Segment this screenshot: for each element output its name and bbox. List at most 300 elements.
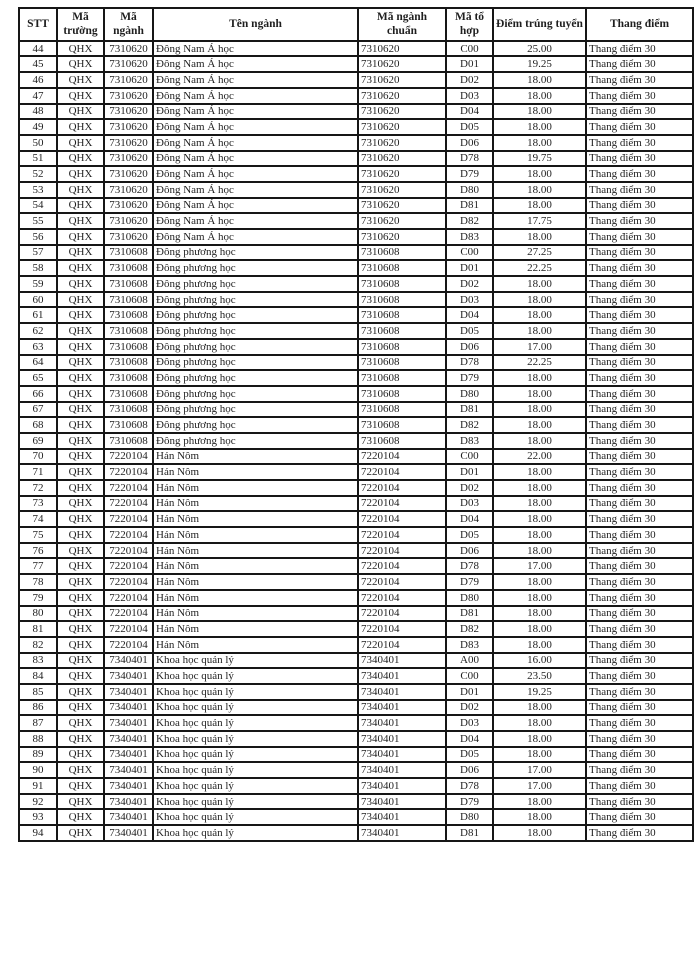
cell-thang-diem: Thang điểm 30: [586, 56, 693, 72]
cell-ma-nganh-chuan: 7220104: [358, 449, 446, 465]
cell-diem-trung-tuyen: 18.00: [493, 433, 586, 449]
cell-ma-to-hop: D04: [446, 511, 493, 527]
table-row: [19, 621, 693, 637]
cell-ma-truong: QHX: [57, 715, 104, 731]
cell-ma-nganh: 7310608: [104, 370, 153, 386]
cell-diem-trung-tuyen: 18.00: [493, 543, 586, 559]
cell-ma-truong: QHX: [57, 229, 104, 245]
cell-ma-nganh-chuan: 7310620: [358, 104, 446, 120]
cell-ma-nganh-chuan: 7310608: [358, 433, 446, 449]
cell-ma-nganh: 7340401: [104, 762, 153, 778]
cell-ma-nganh: 7310620: [104, 151, 153, 167]
cell-ma-truong: QHX: [57, 527, 104, 543]
cell-stt: 80: [19, 606, 57, 622]
cell-ma-nganh-chuan: 7310608: [358, 355, 446, 371]
cell-ma-truong: QHX: [57, 182, 104, 198]
cell-thang-diem: Thang điểm 30: [586, 496, 693, 512]
cell-ma-nganh: 7310608: [104, 260, 153, 276]
cell-ma-truong: QHX: [57, 56, 104, 72]
cell-ma-nganh-chuan: 7310620: [358, 198, 446, 214]
cell-diem-trung-tuyen: 18.00: [493, 590, 586, 606]
cell-ma-nganh: 7310620: [104, 88, 153, 104]
cell-ma-nganh-chuan: 7220104: [358, 480, 446, 496]
cell-ma-nganh: 7310608: [104, 276, 153, 292]
cell-ma-nganh: 7220104: [104, 449, 153, 465]
table-row: [19, 229, 693, 245]
table-row: [19, 307, 693, 323]
cell-diem-trung-tuyen: 18.00: [493, 809, 586, 825]
cell-stt: 57: [19, 245, 57, 261]
cell-thang-diem: Thang điểm 30: [586, 292, 693, 308]
cell-ma-nganh: 7220104: [104, 637, 153, 653]
cell-ma-nganh-chuan: 7220104: [358, 511, 446, 527]
cell-ma-to-hop: D82: [446, 417, 493, 433]
cell-ma-nganh: 7220104: [104, 464, 153, 480]
cell-diem-trung-tuyen: 16.00: [493, 653, 586, 669]
cell-thang-diem: Thang điểm 30: [586, 449, 693, 465]
cell-ma-nganh-chuan: 7310608: [358, 402, 446, 418]
table-row: [19, 402, 693, 418]
cell-ma-nganh-chuan: 7310620: [358, 119, 446, 135]
cell-diem-trung-tuyen: 18.00: [493, 527, 586, 543]
table-row: [19, 41, 693, 57]
table-row: [19, 700, 693, 716]
cell-ten-nganh: Đông phương học: [153, 370, 358, 386]
cell-ma-to-hop: D83: [446, 637, 493, 653]
cell-ma-nganh-chuan: 7340401: [358, 731, 446, 747]
cell-stt: 60: [19, 292, 57, 308]
cell-ma-to-hop: D02: [446, 700, 493, 716]
cell-ma-nganh-chuan: 7340401: [358, 747, 446, 763]
cell-ma-to-hop: D83: [446, 229, 493, 245]
cell-ma-nganh: 7310608: [104, 386, 153, 402]
cell-stt: 84: [19, 668, 57, 684]
cell-stt: 90: [19, 762, 57, 778]
cell-ten-nganh: Đông phương học: [153, 323, 358, 339]
cell-stt: 63: [19, 339, 57, 355]
cell-stt: 71: [19, 464, 57, 480]
table-row: [19, 684, 693, 700]
cell-stt: 89: [19, 747, 57, 763]
cell-ten-nganh: Khoa học quản lý: [153, 668, 358, 684]
cell-ma-truong: QHX: [57, 417, 104, 433]
table-row: [19, 370, 693, 386]
cell-stt: 94: [19, 825, 57, 841]
cell-thang-diem: Thang điểm 30: [586, 464, 693, 480]
cell-diem-trung-tuyen: 18.00: [493, 292, 586, 308]
cell-ma-to-hop: D05: [446, 323, 493, 339]
cell-stt: 46: [19, 72, 57, 88]
cell-ma-to-hop: D81: [446, 825, 493, 841]
cell-stt: 82: [19, 637, 57, 653]
cell-ma-to-hop: D06: [446, 135, 493, 151]
cell-thang-diem: Thang điểm 30: [586, 606, 693, 622]
cell-ma-nganh-chuan: 7220104: [358, 590, 446, 606]
cell-diem-trung-tuyen: 17.00: [493, 778, 586, 794]
cell-ma-to-hop: D80: [446, 182, 493, 198]
cell-ten-nganh: Đông phương học: [153, 386, 358, 402]
cell-ma-nganh: 7310620: [104, 182, 153, 198]
cell-thang-diem: Thang điểm 30: [586, 543, 693, 559]
cell-diem-trung-tuyen: 18.00: [493, 166, 586, 182]
cell-ten-nganh: Khoa học quản lý: [153, 684, 358, 700]
cell-ma-truong: QHX: [57, 276, 104, 292]
cell-thang-diem: Thang điểm 30: [586, 417, 693, 433]
cell-ma-to-hop: D06: [446, 762, 493, 778]
cell-stt: 53: [19, 182, 57, 198]
cell-thang-diem: Thang điểm 30: [586, 370, 693, 386]
cell-diem-trung-tuyen: 19.75: [493, 151, 586, 167]
cell-thang-diem: Thang điểm 30: [586, 339, 693, 355]
cell-ma-nganh: 7310608: [104, 355, 153, 371]
cell-thang-diem: Thang điểm 30: [586, 386, 693, 402]
cell-ma-nganh-chuan: 7220104: [358, 574, 446, 590]
cell-ma-truong: QHX: [57, 198, 104, 214]
cell-ma-to-hop: D82: [446, 213, 493, 229]
cell-ma-nganh-chuan: 7310620: [358, 41, 446, 57]
cell-ten-nganh: Hán Nôm: [153, 464, 358, 480]
cell-ma-nganh: 7340401: [104, 715, 153, 731]
cell-thang-diem: Thang điểm 30: [586, 511, 693, 527]
cell-ma-truong: QHX: [57, 370, 104, 386]
cell-ma-nganh-chuan: 7310608: [358, 339, 446, 355]
cell-ma-truong: QHX: [57, 72, 104, 88]
cell-ma-nganh-chuan: 7310620: [358, 213, 446, 229]
table-row: [19, 72, 693, 88]
cell-ma-truong: QHX: [57, 700, 104, 716]
cell-thang-diem: Thang điểm 30: [586, 715, 693, 731]
cell-ten-nganh: Đông Nam Á học: [153, 88, 358, 104]
cell-ten-nganh: Đông Nam Á học: [153, 182, 358, 198]
cell-ma-truong: QHX: [57, 590, 104, 606]
table-row: [19, 747, 693, 763]
cell-thang-diem: Thang điểm 30: [586, 213, 693, 229]
cell-diem-trung-tuyen: 18.00: [493, 464, 586, 480]
table-row: [19, 198, 693, 214]
cell-ma-truong: QHX: [57, 464, 104, 480]
cell-ma-nganh-chuan: 7340401: [358, 668, 446, 684]
cell-diem-trung-tuyen: 18.00: [493, 715, 586, 731]
cell-ten-nganh: Đông Nam Á học: [153, 119, 358, 135]
cell-thang-diem: Thang điểm 30: [586, 794, 693, 810]
cell-ma-truong: QHX: [57, 825, 104, 841]
column-header-ma-to-hop: Mã tổ hợp: [446, 8, 493, 41]
cell-ten-nganh: Khoa học quản lý: [153, 715, 358, 731]
cell-ma-nganh-chuan: 7220104: [358, 621, 446, 637]
cell-stt: 67: [19, 402, 57, 418]
cell-ma-truong: QHX: [57, 809, 104, 825]
cell-ma-to-hop: D01: [446, 260, 493, 276]
cell-ma-truong: QHX: [57, 386, 104, 402]
cell-ma-to-hop: D81: [446, 402, 493, 418]
cell-thang-diem: Thang điểm 30: [586, 323, 693, 339]
cell-thang-diem: Thang điểm 30: [586, 433, 693, 449]
table-row: [19, 88, 693, 104]
cell-thang-diem: Thang điểm 30: [586, 778, 693, 794]
cell-ma-to-hop: D79: [446, 574, 493, 590]
cell-ten-nganh: Đông phương học: [153, 245, 358, 261]
cell-ma-truong: QHX: [57, 496, 104, 512]
cell-ma-nganh: 7310620: [104, 135, 153, 151]
cell-ten-nganh: Hán Nôm: [153, 480, 358, 496]
cell-thang-diem: Thang điểm 30: [586, 747, 693, 763]
cell-ma-nganh-chuan: 7340401: [358, 653, 446, 669]
table-row: [19, 574, 693, 590]
cell-ma-nganh-chuan: 7340401: [358, 809, 446, 825]
cell-stt: 75: [19, 527, 57, 543]
cell-ma-nganh: 7310620: [104, 229, 153, 245]
cell-ma-to-hop: D80: [446, 809, 493, 825]
cell-diem-trung-tuyen: 18.00: [493, 72, 586, 88]
cell-ma-truong: QHX: [57, 574, 104, 590]
cell-ma-nganh: 7220104: [104, 511, 153, 527]
cell-ma-truong: QHX: [57, 511, 104, 527]
cell-ma-nganh-chuan: 7220104: [358, 527, 446, 543]
cell-ma-truong: QHX: [57, 543, 104, 559]
cell-ma-truong: QHX: [57, 621, 104, 637]
cell-ma-to-hop: D05: [446, 119, 493, 135]
cell-ma-nganh: 7340401: [104, 809, 153, 825]
cell-ma-nganh-chuan: 7310608: [358, 245, 446, 261]
cell-diem-trung-tuyen: 18.00: [493, 700, 586, 716]
column-header-ma-nganh-chuan: Mã ngành chuẩn: [358, 8, 446, 41]
cell-ma-truong: QHX: [57, 135, 104, 151]
cell-ma-truong: QHX: [57, 794, 104, 810]
cell-ma-nganh: 7310608: [104, 402, 153, 418]
cell-ma-truong: QHX: [57, 731, 104, 747]
cell-thang-diem: Thang điểm 30: [586, 104, 693, 120]
cell-ma-truong: QHX: [57, 119, 104, 135]
cell-ten-nganh: Hán Nôm: [153, 527, 358, 543]
cell-ma-nganh-chuan: 7220104: [358, 464, 446, 480]
cell-thang-diem: Thang điểm 30: [586, 72, 693, 88]
cell-stt: 69: [19, 433, 57, 449]
table-row: [19, 496, 693, 512]
cell-ma-to-hop: D78: [446, 778, 493, 794]
cell-ma-nganh-chuan: 7310608: [358, 292, 446, 308]
cell-ma-truong: QHX: [57, 433, 104, 449]
cell-ten-nganh: Hán Nôm: [153, 558, 358, 574]
cell-ma-truong: QHX: [57, 151, 104, 167]
cell-diem-trung-tuyen: 17.00: [493, 558, 586, 574]
cell-ma-nganh-chuan: 7310608: [358, 417, 446, 433]
cell-thang-diem: Thang điểm 30: [586, 527, 693, 543]
cell-ma-truong: QHX: [57, 606, 104, 622]
table-row: [19, 558, 693, 574]
cell-ma-nganh: 7310620: [104, 119, 153, 135]
cell-ten-nganh: Hán Nôm: [153, 543, 358, 559]
cell-ma-truong: QHX: [57, 245, 104, 261]
cell-ma-to-hop: D02: [446, 72, 493, 88]
cell-diem-trung-tuyen: 19.25: [493, 56, 586, 72]
cell-diem-trung-tuyen: 18.00: [493, 496, 586, 512]
cell-thang-diem: Thang điểm 30: [586, 558, 693, 574]
cell-stt: 92: [19, 794, 57, 810]
cell-ma-nganh: 7340401: [104, 825, 153, 841]
cell-diem-trung-tuyen: 22.00: [493, 449, 586, 465]
cell-ma-nganh: 7310620: [104, 104, 153, 120]
cell-ma-nganh: 7310620: [104, 56, 153, 72]
table-row: [19, 464, 693, 480]
cell-diem-trung-tuyen: 18.00: [493, 323, 586, 339]
cell-ten-nganh: Hán Nôm: [153, 449, 358, 465]
cell-ma-to-hop: D03: [446, 715, 493, 731]
cell-stt: 77: [19, 558, 57, 574]
cell-ma-nganh: 7220104: [104, 480, 153, 496]
cell-ma-nganh: 7220104: [104, 496, 153, 512]
cell-ma-to-hop: D03: [446, 496, 493, 512]
cell-ma-nganh: 7340401: [104, 668, 153, 684]
cell-ma-truong: QHX: [57, 480, 104, 496]
cell-ma-nganh-chuan: 7310608: [358, 276, 446, 292]
cell-ma-nganh-chuan: 7310620: [358, 182, 446, 198]
cell-diem-trung-tuyen: 18.00: [493, 637, 586, 653]
cell-ma-nganh: 7310620: [104, 198, 153, 214]
cell-stt: 55: [19, 213, 57, 229]
cell-thang-diem: Thang điểm 30: [586, 166, 693, 182]
cell-ma-nganh: 7220104: [104, 621, 153, 637]
table-row: [19, 653, 693, 669]
cell-ma-nganh-chuan: 7340401: [358, 700, 446, 716]
cell-stt: 72: [19, 480, 57, 496]
cell-ma-nganh-chuan: 7310608: [358, 386, 446, 402]
table-row: [19, 182, 693, 198]
cell-ten-nganh: Khoa học quản lý: [153, 794, 358, 810]
cell-ten-nganh: Khoa học quản lý: [153, 700, 358, 716]
table-row: [19, 417, 693, 433]
cell-thang-diem: Thang điểm 30: [586, 637, 693, 653]
cell-diem-trung-tuyen: 18.00: [493, 135, 586, 151]
table-row: [19, 135, 693, 151]
column-header-thang-diem: Thang điểm: [586, 8, 693, 41]
cell-ma-nganh-chuan: 7310620: [358, 56, 446, 72]
cell-ma-nganh: 7340401: [104, 794, 153, 810]
cell-ma-to-hop: D81: [446, 198, 493, 214]
table-row: [19, 339, 693, 355]
cell-ten-nganh: Đông phương học: [153, 433, 358, 449]
cell-ma-nganh-chuan: 7220104: [358, 606, 446, 622]
table-row: [19, 762, 693, 778]
cell-ma-truong: QHX: [57, 637, 104, 653]
cell-thang-diem: Thang điểm 30: [586, 653, 693, 669]
cell-ma-truong: QHX: [57, 747, 104, 763]
table-row: [19, 119, 693, 135]
cell-ma-nganh-chuan: 7310620: [358, 72, 446, 88]
table-row: [19, 213, 693, 229]
cell-stt: 61: [19, 307, 57, 323]
cell-thang-diem: Thang điểm 30: [586, 668, 693, 684]
cell-diem-trung-tuyen: 18.00: [493, 370, 586, 386]
cell-ma-nganh: 7340401: [104, 700, 153, 716]
cell-ma-to-hop: D79: [446, 794, 493, 810]
cell-ma-nganh-chuan: 7340401: [358, 825, 446, 841]
cell-ten-nganh: Khoa học quản lý: [153, 653, 358, 669]
cell-ten-nganh: Đông Nam Á học: [153, 104, 358, 120]
cell-ma-truong: QHX: [57, 307, 104, 323]
cell-stt: 70: [19, 449, 57, 465]
cell-stt: 74: [19, 511, 57, 527]
column-header-ma-truong: Mã trường: [57, 8, 104, 41]
cell-ma-truong: QHX: [57, 213, 104, 229]
cell-ma-truong: QHX: [57, 88, 104, 104]
cell-diem-trung-tuyen: 22.25: [493, 260, 586, 276]
table-row: [19, 668, 693, 684]
cell-diem-trung-tuyen: 18.00: [493, 731, 586, 747]
cell-ma-truong: QHX: [57, 778, 104, 794]
cell-diem-trung-tuyen: 18.00: [493, 606, 586, 622]
cell-stt: 78: [19, 574, 57, 590]
cell-ma-to-hop: D82: [446, 621, 493, 637]
cell-ten-nganh: Khoa học quản lý: [153, 809, 358, 825]
cell-stt: 88: [19, 731, 57, 747]
cell-ten-nganh: Hán Nôm: [153, 637, 358, 653]
cell-stt: 58: [19, 260, 57, 276]
cell-stt: 91: [19, 778, 57, 794]
cell-ma-nganh-chuan: 7220104: [358, 543, 446, 559]
cell-ma-to-hop: D79: [446, 166, 493, 182]
cell-ma-to-hop: D01: [446, 684, 493, 700]
table-row: [19, 276, 693, 292]
cell-ten-nganh: Khoa học quản lý: [153, 778, 358, 794]
cell-ma-to-hop: D79: [446, 370, 493, 386]
cell-thang-diem: Thang điểm 30: [586, 355, 693, 371]
cell-ma-nganh-chuan: 7310608: [358, 323, 446, 339]
cell-ma-to-hop: D78: [446, 558, 493, 574]
cell-ma-nganh: 7220104: [104, 590, 153, 606]
cell-diem-trung-tuyen: 18.00: [493, 480, 586, 496]
cell-ma-nganh: 7310620: [104, 166, 153, 182]
cell-stt: 62: [19, 323, 57, 339]
cell-ma-truong: QHX: [57, 558, 104, 574]
cell-thang-diem: Thang điểm 30: [586, 276, 693, 292]
cell-diem-trung-tuyen: 18.00: [493, 574, 586, 590]
cell-thang-diem: Thang điểm 30: [586, 245, 693, 261]
cell-thang-diem: Thang điểm 30: [586, 198, 693, 214]
cell-ma-nganh-chuan: 7310620: [358, 166, 446, 182]
cell-ma-nganh: 7310608: [104, 245, 153, 261]
cell-ma-to-hop: C00: [446, 449, 493, 465]
cell-ma-nganh: 7310608: [104, 433, 153, 449]
cell-ma-nganh-chuan: 7340401: [358, 794, 446, 810]
table-row: [19, 809, 693, 825]
cell-ma-nganh-chuan: 7220104: [358, 637, 446, 653]
cell-ma-truong: QHX: [57, 668, 104, 684]
column-header-stt: STT: [19, 8, 57, 41]
cell-diem-trung-tuyen: 17.00: [493, 762, 586, 778]
cell-thang-diem: Thang điểm 30: [586, 151, 693, 167]
cell-stt: 85: [19, 684, 57, 700]
cell-diem-trung-tuyen: 18.00: [493, 119, 586, 135]
cell-diem-trung-tuyen: 18.00: [493, 276, 586, 292]
cell-ma-nganh-chuan: 7310620: [358, 135, 446, 151]
cell-ten-nganh: Khoa học quản lý: [153, 747, 358, 763]
cell-ma-nganh-chuan: 7310608: [358, 370, 446, 386]
cell-ma-nganh: 7340401: [104, 731, 153, 747]
cell-ma-truong: QHX: [57, 449, 104, 465]
cell-ma-nganh: 7310608: [104, 292, 153, 308]
cell-ten-nganh: Đông Nam Á học: [153, 72, 358, 88]
cell-ma-nganh: 7340401: [104, 778, 153, 794]
table-row: [19, 527, 693, 543]
cell-ten-nganh: Hán Nôm: [153, 574, 358, 590]
table-row: [19, 794, 693, 810]
cell-ma-nganh-chuan: 7220104: [358, 558, 446, 574]
cell-thang-diem: Thang điểm 30: [586, 621, 693, 637]
cell-diem-trung-tuyen: 18.00: [493, 104, 586, 120]
cell-thang-diem: Thang điểm 30: [586, 684, 693, 700]
table-row: [19, 433, 693, 449]
cell-ma-to-hop: D04: [446, 104, 493, 120]
